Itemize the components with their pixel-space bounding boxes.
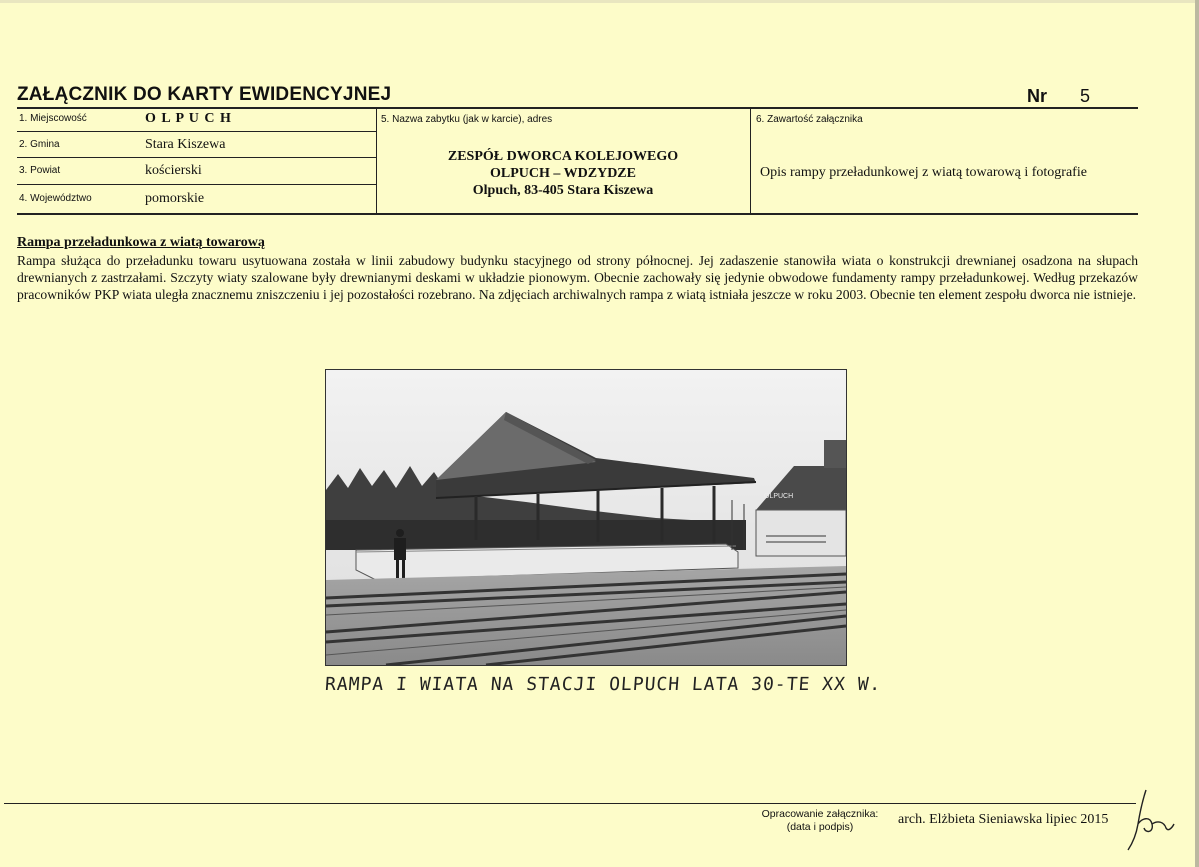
document-title: ZAŁĄCZNIK DO KARTY EWIDENCYJNEJ xyxy=(17,84,392,105)
footer-author-date: arch. Elżbieta Sieniawska lipiec 2015 xyxy=(898,812,1109,827)
field-gmina-label: 2. Gmina xyxy=(19,139,60,150)
section-heading: Rampa przeładunkowa z wiatą towarową xyxy=(17,235,265,250)
nr-label: Nr xyxy=(1027,86,1048,106)
field-miejscowosc-label: 1. Miejscowość xyxy=(19,113,87,124)
photo-caption: RAMPA I WIATA NA STACJI OLPUCH LATA 30-TE XX W. xyxy=(324,674,883,695)
archival-photo xyxy=(325,369,847,666)
monument-name-line2: OLPUCH – WDZYDZE xyxy=(490,166,636,181)
footer-divider xyxy=(4,803,1136,804)
field-miejscowosc-value: O L P U C H xyxy=(145,111,232,126)
footer-label xyxy=(752,808,888,834)
handwritten-signature xyxy=(1124,788,1176,852)
form-row-divider-2 xyxy=(17,157,376,158)
field-powiat-value: kościerski xyxy=(145,163,202,178)
form-bottom-border xyxy=(17,213,1138,215)
section-body-text: Rampa służąca do przeładunku towaru usytuowana została w linii zabudowy budynku stacyjnego od strony północnej. Jej zadaszenie stanowiła wiata o konstrukcji drewnianej osadzona na słupach drewnianych z zastrzałami. Szczyty wiaty szalowane były drewnianymi deskami w układzie pionowym. Obecnie zachowały się jedynie obwodowe fundamenty rampy przeładunkowej. Według przekazów pracowników PKP wiata uległa znacznemu zniszczeniu i jej pozostałości rozebrano. Na zdjęciach archiwalnych rampa z wiatą istniała jeszcze w roku 2003. Obecnie ten element zespołu dworca nie istnieje. xyxy=(17,253,1138,302)
field-zawartosc-value: Opis rampy przeładunkowej z wiatą towarową i fotografie xyxy=(760,165,1087,180)
station-sign: OLPUCH xyxy=(764,493,794,500)
footer-label-line2: (data i podpis) xyxy=(786,821,854,833)
field-nazwa-zabytku-label: 5. Nazwa zabytku (jak w karcie), adres xyxy=(381,114,553,125)
form-top-border xyxy=(17,107,1138,109)
page-top-edge xyxy=(0,0,1199,3)
monument-name-address xyxy=(376,148,750,199)
field-gmina-value: Stara Kiszewa xyxy=(145,137,226,152)
nr-value: 5 xyxy=(1080,86,1091,106)
form-row-divider-1 xyxy=(17,131,376,132)
page-right-edge xyxy=(1195,0,1199,867)
monument-address: Olpuch, 83-405 Stara Kiszewa xyxy=(472,183,654,198)
field-powiat-label: 3. Powiat xyxy=(19,165,61,176)
form-row-divider-3 xyxy=(17,184,376,185)
field-zawartosc-label: 6. Zawartość załącznika xyxy=(756,114,863,125)
field-wojewodztwo-label: 4. Województwo xyxy=(19,193,92,204)
form-column-divider-2 xyxy=(750,108,751,214)
monument-name-line1: ZESPÓŁ DWORCA KOLEJOWEGO xyxy=(447,149,679,164)
footer-label-line1: Opracowanie załącznika: xyxy=(761,808,879,820)
field-wojewodztwo-value: pomorskie xyxy=(145,191,205,206)
